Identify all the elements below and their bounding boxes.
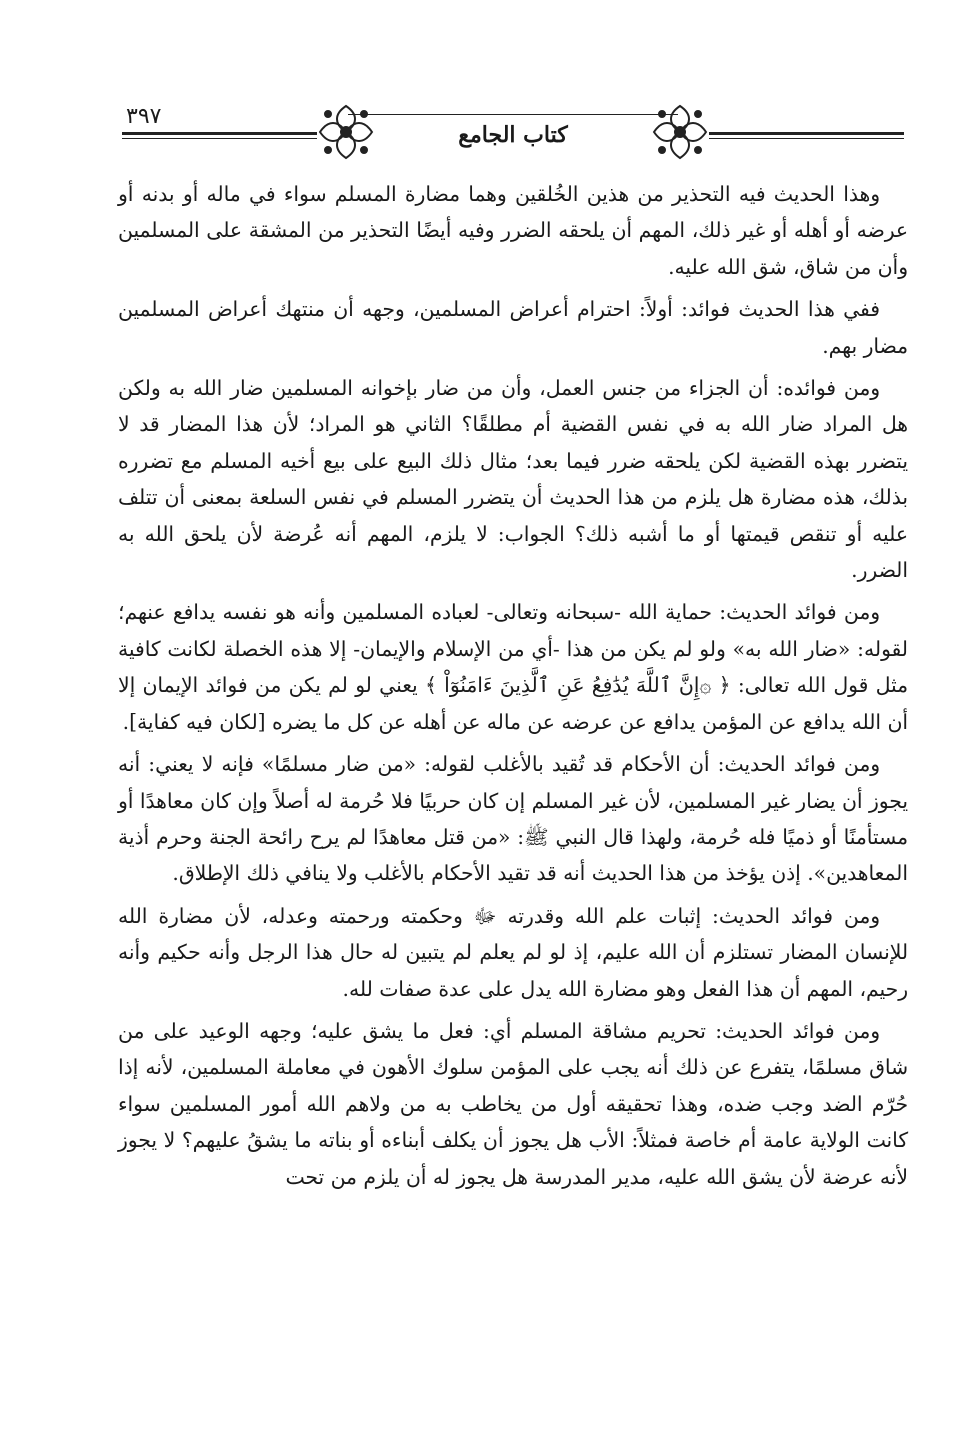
page-number: ٣٩٧: [126, 104, 162, 129]
header-left-rule: [122, 132, 317, 139]
paragraph: ومن فوائد الحديث: تحريم مشاقة المسلم أي: فعل ما يشق عليه؛ وجهه الوعيد على من شاق مسلمًا، يتفرع عن ذلك أنه يجب على المؤمن سلوك الأهون في معاملة المسلمين، لأنه إذا حُرّم الضد وجب ضده، وهذا تحقيقه أول من يخاطب به من ولاهم الله أمور المسلمين سواء كانت الولاية عامة أم خاصة فمثلاً: الأب هل يجوز أن يكلف أبناءه أو بناته ما يشقُ عليهم؟ لا يجوز لأنه عرضة لأن يشق الله عليه، مدير المدرسة هل يجوز له أن يلزم من تحت: [118, 1018, 908, 1189]
paragraph: ففي هذا الحديث فوائد: أولاً: احترام أعراض المسلمين، وجهه أن منتهك أعراض المسلمين مضار بهم.: [118, 297, 908, 358]
page-body: [118, 176, 908, 1201]
header-top-rule: [348, 114, 678, 115]
book-title: كتاب الجامع: [458, 122, 568, 148]
ornament-right-icon: [648, 100, 712, 164]
paragraph: ومن فوائد الحديث: أن الأحكام قد تُقيد بالأغلب لقوله: «من ضار مسلمًا» فإنه لا يعني: أنه يجوز أن يضار غير المسلمين، لأن غير المسلم إن كان حربيًا فلا حُرمة له أصلاً وإن كان معاهدًا أو مستأمنًا أو ذميًا فله حُرمة، ولهذا قال النبي ﷺ: «من قتل معاهدًا لم يرح رائحة الجنة وحرم أذية المعاهدين». إذن يؤخذ من هذا الحديث أنه قد تقيد الأحكام بالأغلب ولا ينافي ذلك الإطلاق.: [118, 752, 908, 886]
paragraph: وهذا الحديث فيه التحذير من هذين الخُلقين وهما مضارة المسلم سواء في ماله أو بدنه أو عرضه أو أهله أو غير ذلك، المهم أن يلحقه الضرر وفيه أيضًا التحذير من المشقة على المسلمين وأن من شاق، شق الله عليه.: [118, 182, 908, 279]
header-right-rule: [709, 132, 904, 139]
paragraph: ومن فوائد الحديث: إثبات علم الله وقدرته ﷻ وحكمته ورحمته وعدله، لأن مضارة الله للإنسان المضار تستلزم أن الله عليم، إذ لو لم يعلم لم يتبين له حال هذا الرجل وأنه حكيم وأنه رحيم، المهم أن هذا الفعل وهو مضارة الله يدل على عدة صفات لله.: [118, 903, 908, 1001]
ornament-left-icon: [314, 100, 378, 164]
page-header: [118, 100, 908, 168]
paragraph: ومن فوائد الحديث: حماية الله -سبحانه وتعالى- لعباده المسلمين وأنه هو نفسه يدافع عنهم؛ لقوله: «ضار الله به» ولو لم يكن من هذا -أي من الإسلام والإيمان- إلا هذه الخصلة لكانت كافية مثل قول الله تعالى: ﴿ ۞إِنَّ ٱللَّهَ يُدَٰفِعُ عَنِ ٱلَّذِينَ ءَامَنُوٓاْ ﴾ يعني لو لم يكن من فوائد الإيمان إلا أن الله يدافع عن المؤمن يدافع عن عرضه عن ماله عن أهله عن كل ما يضره [لكان فيه كفاية].: [118, 600, 908, 734]
paragraph: ومن فوائده: أن الجزاء من جنس العمل، وأن من ضار بإخوانه المسلمين ضار الله به ولكن هل المراد ضار الله به في نفس القضية أم مطلقًا؟ الثاني هو المراد؛ لأن هذا المضار قد لا يتضرر بهذه القضية لكن يلحقه ضرر فيما بعد؛ مثال ذلك البيع على بيع أخيه المسلم مع تضرره بذلك، هذه مضارة هل يلزم من هذا الحديث أن يتضرر المسلم في نفس السلعة بمعنى أن تتلف عليه أو تنقص قيمتها أو ما أشبه ذلك؟ الجواب: لا يلزم، المهم أنه عُرضة لأن يلحق الله به الضرر.: [118, 376, 908, 583]
